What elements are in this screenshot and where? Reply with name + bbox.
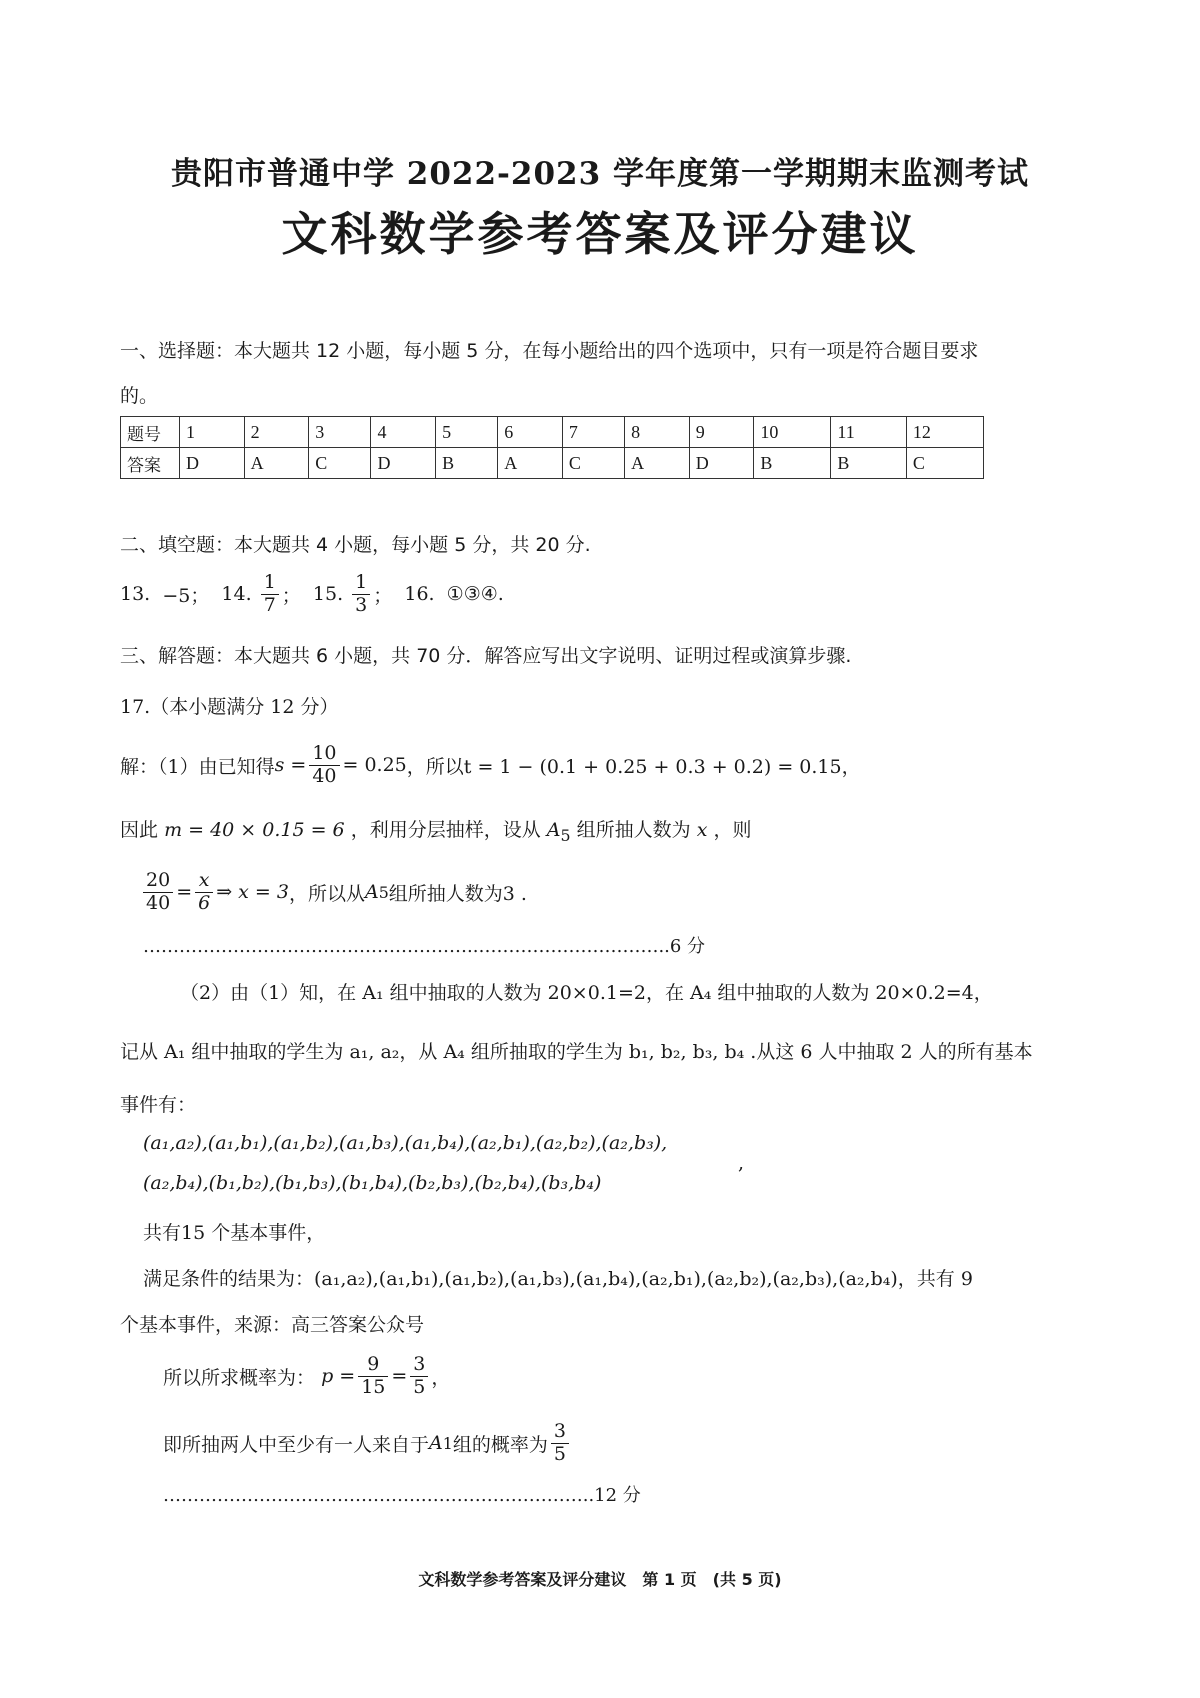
- table-cell: 4: [371, 417, 436, 448]
- table-cell: 12: [906, 417, 983, 448]
- solution-line-1: [120, 735, 861, 795]
- denominator: 15: [361, 1375, 386, 1398]
- part2-line-1: （2）由（1）知，在 A₁ 组中抽取的人数为 20×0.1=2，在 A₄ 组中抽取的人数为 20×0.2=4，: [180, 982, 993, 1004]
- denominator: 5: [553, 1442, 566, 1465]
- fraction: [358, 1354, 388, 1399]
- answer-table: [120, 416, 984, 479]
- table-cell: A: [244, 448, 309, 479]
- document-title-line1: 贵阳市普通中学 2022-2023 学年度第一学期期末监测考试: [170, 156, 1029, 192]
- math: A: [429, 1432, 443, 1454]
- section1-heading: 一、选择题：本大题共 12 小题，每小题 5 分，在每小题给出的四个选项中，只有一项是符合题目要求: [120, 340, 979, 362]
- denominator: 40: [312, 764, 337, 787]
- math: s =: [274, 754, 307, 776]
- table-cell: D: [689, 448, 754, 479]
- text: 组的概率为: [452, 1433, 548, 1456]
- math: =: [176, 881, 193, 903]
- denominator: 6: [198, 891, 211, 914]
- math: x: [696, 819, 708, 841]
- math: =: [391, 1365, 408, 1387]
- fraction: [195, 870, 213, 915]
- table-row-numbers: [121, 417, 984, 448]
- events-row-2: (a₂,b₄),(b₁,b₂),(b₁,b₃),(b₁,b₄),(b₂,b₃),(b₂,b₄),(b₃,b₄): [143, 1172, 602, 1194]
- text: 所以所求概率为：: [163, 1366, 316, 1389]
- q15-denominator: 3: [355, 593, 368, 616]
- q15-label: 15.: [312, 583, 344, 605]
- table-cell: B: [831, 448, 906, 479]
- table-cell: 2: [244, 417, 309, 448]
- table-cell: C: [309, 448, 371, 479]
- fill-in-answers: [120, 566, 504, 622]
- row-label-number: 题号: [121, 417, 180, 448]
- separator: ；: [281, 584, 301, 607]
- table-cell: 3: [309, 417, 371, 448]
- subscript: 1: [442, 1433, 453, 1453]
- text: ，所以从: [288, 882, 365, 905]
- text: 组所抽人数为3 .: [388, 882, 527, 905]
- denominator: 5: [413, 1375, 426, 1398]
- table-cell: 9: [689, 417, 754, 448]
- table-cell: 7: [562, 417, 624, 448]
- text: ，利用分层抽样，设从: [350, 819, 541, 841]
- fraction: [143, 870, 173, 915]
- subscript: 5: [560, 825, 571, 845]
- text: ，: [431, 1366, 451, 1389]
- text: 因此: [120, 819, 159, 841]
- denominator: 40: [146, 891, 171, 914]
- table-cell: 1: [180, 417, 245, 448]
- q14-fraction: [261, 572, 279, 617]
- text: 组所抽人数为: [576, 819, 691, 841]
- source-note: 来源：高三答案公众号: [234, 1314, 425, 1336]
- q16-answer: ①③④.: [446, 583, 504, 605]
- row-label-answer: 答案: [121, 448, 180, 479]
- page-footer: 文科数学参考答案及评分建议 第 1 页 (共 5 页): [418, 1570, 782, 1589]
- score-line-6: ………………………………………………..…………………………..6 分: [143, 936, 706, 957]
- math: m = 40 × 0.15 = 6: [164, 819, 345, 841]
- q17-title: 17.（本小题满分 12 分）: [120, 696, 339, 718]
- section3-heading: 三、解答题：本大题共 6 小题，共 70 分．解答应写出文字说明、证明过程或演算步骤.: [120, 645, 852, 667]
- math: ⇒ x = 3: [216, 881, 289, 903]
- probability-line: [163, 1346, 450, 1406]
- score-line-12: …………………………………….………………………..12 分: [163, 1485, 641, 1506]
- q13-answer: −5；: [162, 584, 210, 607]
- events-row-1: (a₁,a₂),(a₁,b₁),(a₁,b₂),(a₁,b₃),(a₁,b₄),(a₂,b₁),(a₂,b₂),(a₂,b₃),: [143, 1132, 668, 1154]
- text: 即所抽两人中至少有一人来自于: [163, 1433, 430, 1456]
- table-cell: D: [180, 448, 245, 479]
- numerator: x: [195, 870, 213, 893]
- numerator: 9: [358, 1354, 388, 1377]
- table-row-answers: [121, 448, 984, 479]
- table-cell: 6: [498, 417, 563, 448]
- table-cell: D: [371, 448, 436, 479]
- numerator: 20: [143, 870, 173, 893]
- q13-label: 13.: [120, 583, 151, 605]
- events-comma: ,: [738, 1152, 745, 1174]
- math: p =: [321, 1365, 356, 1387]
- satisfying-events-cont: [120, 1310, 424, 1337]
- text: 解：（1）由已知得: [120, 755, 275, 778]
- q15-numerator: 1: [352, 572, 370, 595]
- table-cell: C: [562, 448, 624, 479]
- table-cell: C: [906, 448, 983, 479]
- table-cell: A: [625, 448, 690, 479]
- numerator: 3: [410, 1354, 428, 1377]
- text: ，则: [713, 819, 752, 841]
- table-cell: B: [754, 448, 831, 479]
- table-cell: A: [498, 448, 563, 479]
- text: ，所以: [406, 755, 464, 778]
- table-cell: 11: [831, 417, 906, 448]
- text: 个基本事件，: [120, 1314, 235, 1336]
- math: t = 1 − (0.1 + 0.25 + 0.3 + 0.2) = 0.15，: [463, 755, 861, 778]
- fraction: [309, 743, 339, 788]
- solution-line-2: [120, 815, 751, 845]
- fraction: [410, 1354, 428, 1399]
- table-cell: 10: [754, 417, 831, 448]
- q14-label: 14.: [221, 583, 252, 605]
- solution-line-3: [140, 862, 527, 922]
- math: A: [364, 881, 379, 903]
- part2-line-2: 记从 A₁ 组中抽取的学生为 a₁, a₂，从 A₄ 组所抽取的学生为 b₁, b₂, b₃, b₄ .从这 6 人中抽取 2 人的所有基本: [120, 1041, 1033, 1063]
- math: = 0.25: [342, 754, 407, 776]
- q16-label: 16.: [404, 583, 435, 605]
- subscript: 5: [378, 882, 389, 902]
- total-events: 共有15 个基本事件，: [143, 1222, 326, 1244]
- table-cell: 5: [436, 417, 498, 448]
- q14-denominator: 7: [263, 593, 276, 616]
- conclusion-line: [163, 1413, 572, 1473]
- q14-numerator: 1: [261, 572, 279, 595]
- satisfying-events: 满足条件的结果为：(a₁,a₂),(a₁,b₁),(a₁,b₂),(a₁,b₃),(a₁,b₄),(a₂,b₁),(a₂,b₂),(a₂,b₃),(a₂,b₄)，共有 9: [143, 1268, 973, 1290]
- section2-heading: 二、填空题：本大题共 4 小题，每小题 5 分，共 20 分.: [120, 534, 591, 556]
- part2-line-3: 事件有：: [120, 1094, 197, 1116]
- document-title-line2: 文科数学参考答案及评分建议: [281, 207, 919, 261]
- q15-fraction: [352, 572, 370, 617]
- table-cell: B: [436, 448, 498, 479]
- separator: ；: [373, 584, 393, 607]
- fraction: [551, 1421, 569, 1466]
- table-cell: 8: [625, 417, 690, 448]
- numerator: 10: [309, 743, 339, 766]
- section1-heading-cont: 的。: [120, 385, 159, 407]
- math: A: [546, 819, 561, 841]
- numerator: 3: [551, 1421, 569, 1444]
